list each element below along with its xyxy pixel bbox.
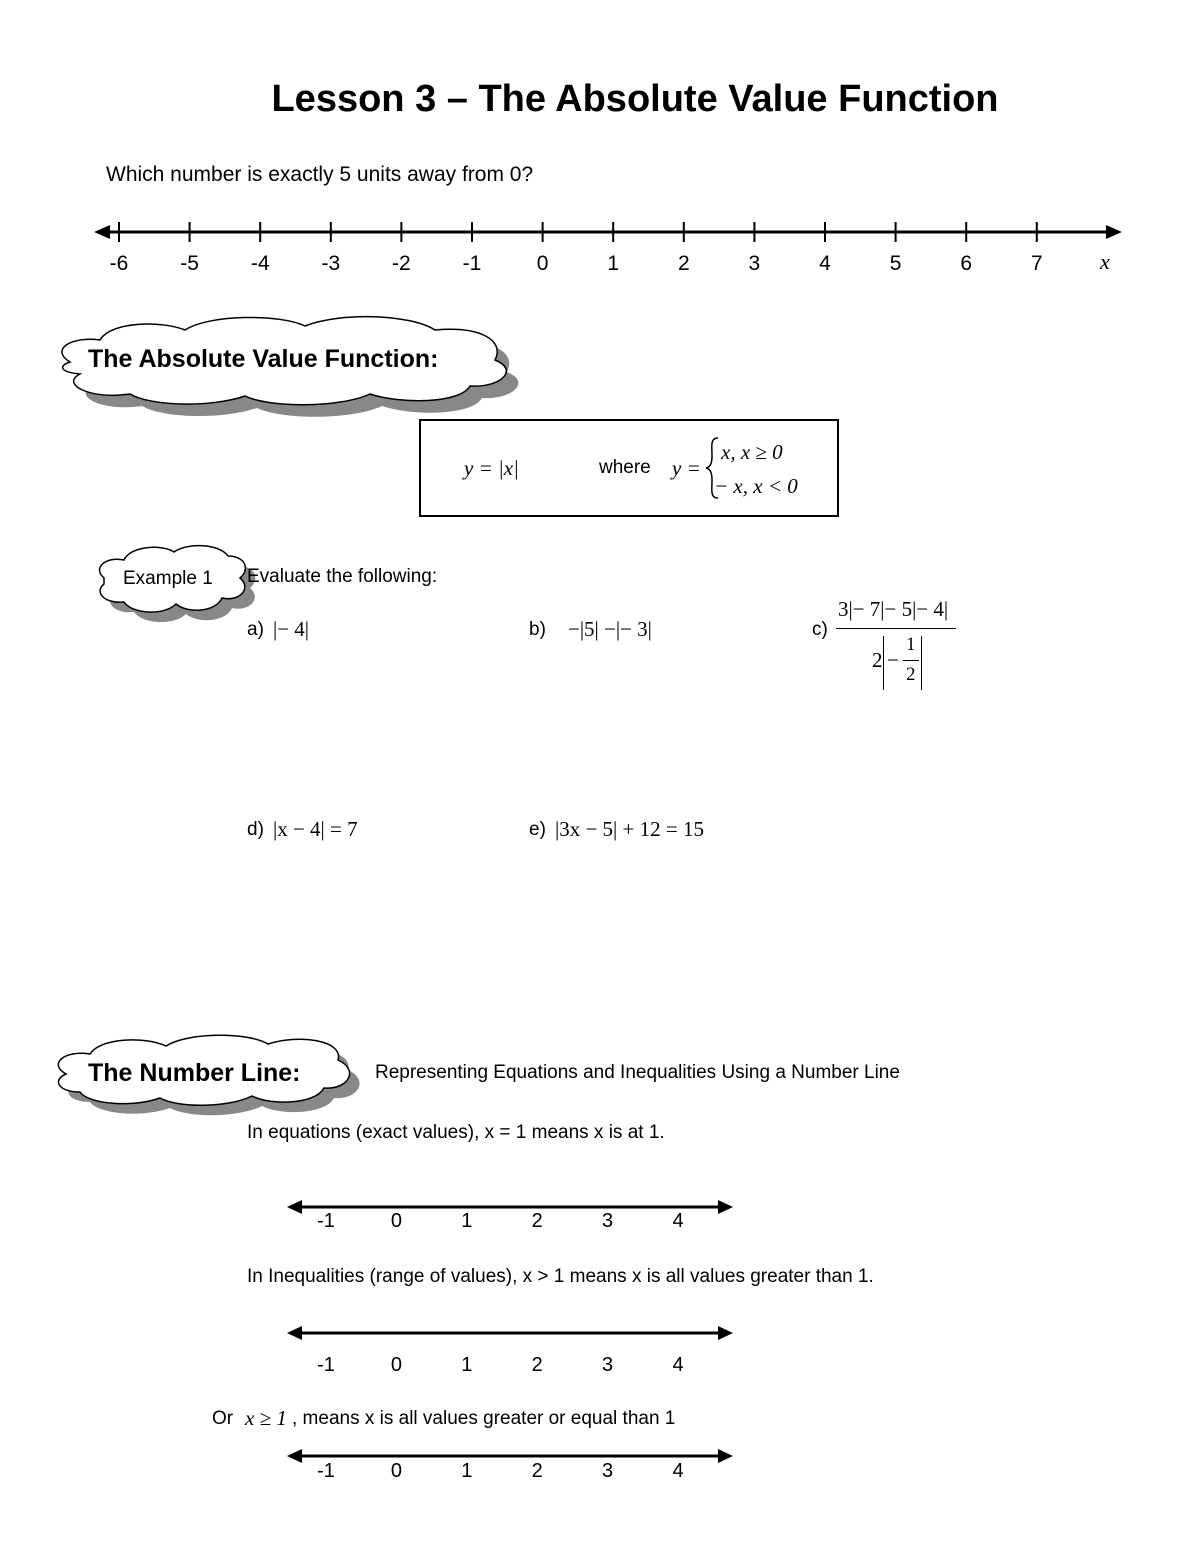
tick-label: -2: [392, 252, 411, 275]
piecewise-case1: x, x ≥ 0: [721, 440, 783, 464]
tick-label: -4: [250, 252, 270, 275]
item-d-label: d): [247, 819, 264, 840]
item-c-den-den: 2: [906, 664, 916, 685]
tick-label: 3: [602, 1460, 614, 1482]
question-text: Which number is exactly 5 units away from 0?: [106, 163, 534, 186]
piecewise-case2: − x, x < 0: [714, 474, 798, 498]
tick-label: 0: [390, 1354, 402, 1376]
tick-label: -6: [109, 252, 129, 275]
tick-label: 1: [461, 1460, 473, 1482]
item-c-label: c): [812, 619, 828, 640]
item-c-den-minus: −: [887, 648, 899, 672]
item-a-expr: |− 4|: [273, 617, 310, 641]
tick-label: 2: [531, 1354, 543, 1376]
tick-label: 4: [819, 252, 831, 275]
tick-label: 4: [672, 1354, 684, 1376]
tick-label: -1: [317, 1354, 335, 1376]
or-label: Or: [212, 1408, 234, 1429]
definition-heading: The Absolute Value Function:: [88, 345, 439, 373]
tick-label: -5: [180, 252, 199, 275]
number-line-heading: The Number Line:: [88, 1059, 301, 1087]
tick-label: 3: [602, 1354, 614, 1376]
tick-label: 4: [672, 1460, 684, 1482]
inequality-text: In Inequalities (range of values), x > 1 means x is all values greater than 1.: [247, 1266, 874, 1287]
item-b-expr: −|5| −|− 3|: [568, 617, 652, 641]
where-label: where: [599, 457, 651, 478]
tick-label: 4: [672, 1210, 684, 1232]
tick-label: 0: [390, 1460, 402, 1482]
tick-label: 1: [461, 1210, 473, 1232]
tick-label: 1: [461, 1354, 473, 1376]
item-e-expr: |3x − 5| + 12 = 15: [555, 817, 704, 841]
tick-label: 1: [607, 252, 620, 275]
tick-label: -1: [317, 1210, 335, 1232]
tick-label: 0: [536, 252, 549, 275]
number-line-subtitle: Representing Equations and Inequalities Using a Number Line: [375, 1062, 900, 1083]
x-axis-label: x: [1100, 249, 1110, 274]
item-c-numerator: 3|− 7|− 5|− 4|: [838, 597, 949, 621]
tick-label: 0: [390, 1210, 402, 1232]
item-d-expr: |x − 4| = 7: [273, 817, 358, 841]
item-c-den-left: 2: [872, 648, 883, 672]
item-e-label: e): [529, 819, 546, 840]
tick-label: -3: [321, 252, 341, 275]
item-b-label: b): [529, 619, 546, 640]
piecewise-lhs: y =: [672, 456, 701, 480]
tick-label: 7: [1030, 252, 1043, 275]
definition-formula: y = |x|: [464, 456, 519, 480]
equation-text: In equations (exact values), x = 1 means x is at 1.: [247, 1122, 665, 1143]
tick-label: -1: [317, 1460, 335, 1482]
tick-label: 3: [748, 252, 761, 275]
arrow-right-icon: [718, 1449, 733, 1463]
item-c-den-num: 1: [906, 634, 916, 655]
tick-label: 2: [531, 1460, 543, 1482]
tick-label: 3: [602, 1210, 614, 1232]
arrow-left-icon: [287, 1449, 302, 1463]
example-instruction: Evaluate the following:: [247, 566, 438, 587]
tick-label: 2: [677, 252, 690, 275]
page-title: Lesson 3 – The Absolute Value Function: [271, 78, 999, 120]
example-label: Example 1: [123, 568, 213, 589]
or-text: , means x is all values greater or equal than 1: [292, 1408, 676, 1429]
tick-label: 2: [531, 1210, 543, 1232]
tick-label: -1: [462, 252, 482, 275]
item-a-label: a): [247, 619, 264, 640]
or-math: x ≥ 1: [245, 1406, 287, 1430]
tick-label: 5: [889, 252, 902, 275]
tick-label: 6: [960, 252, 973, 275]
